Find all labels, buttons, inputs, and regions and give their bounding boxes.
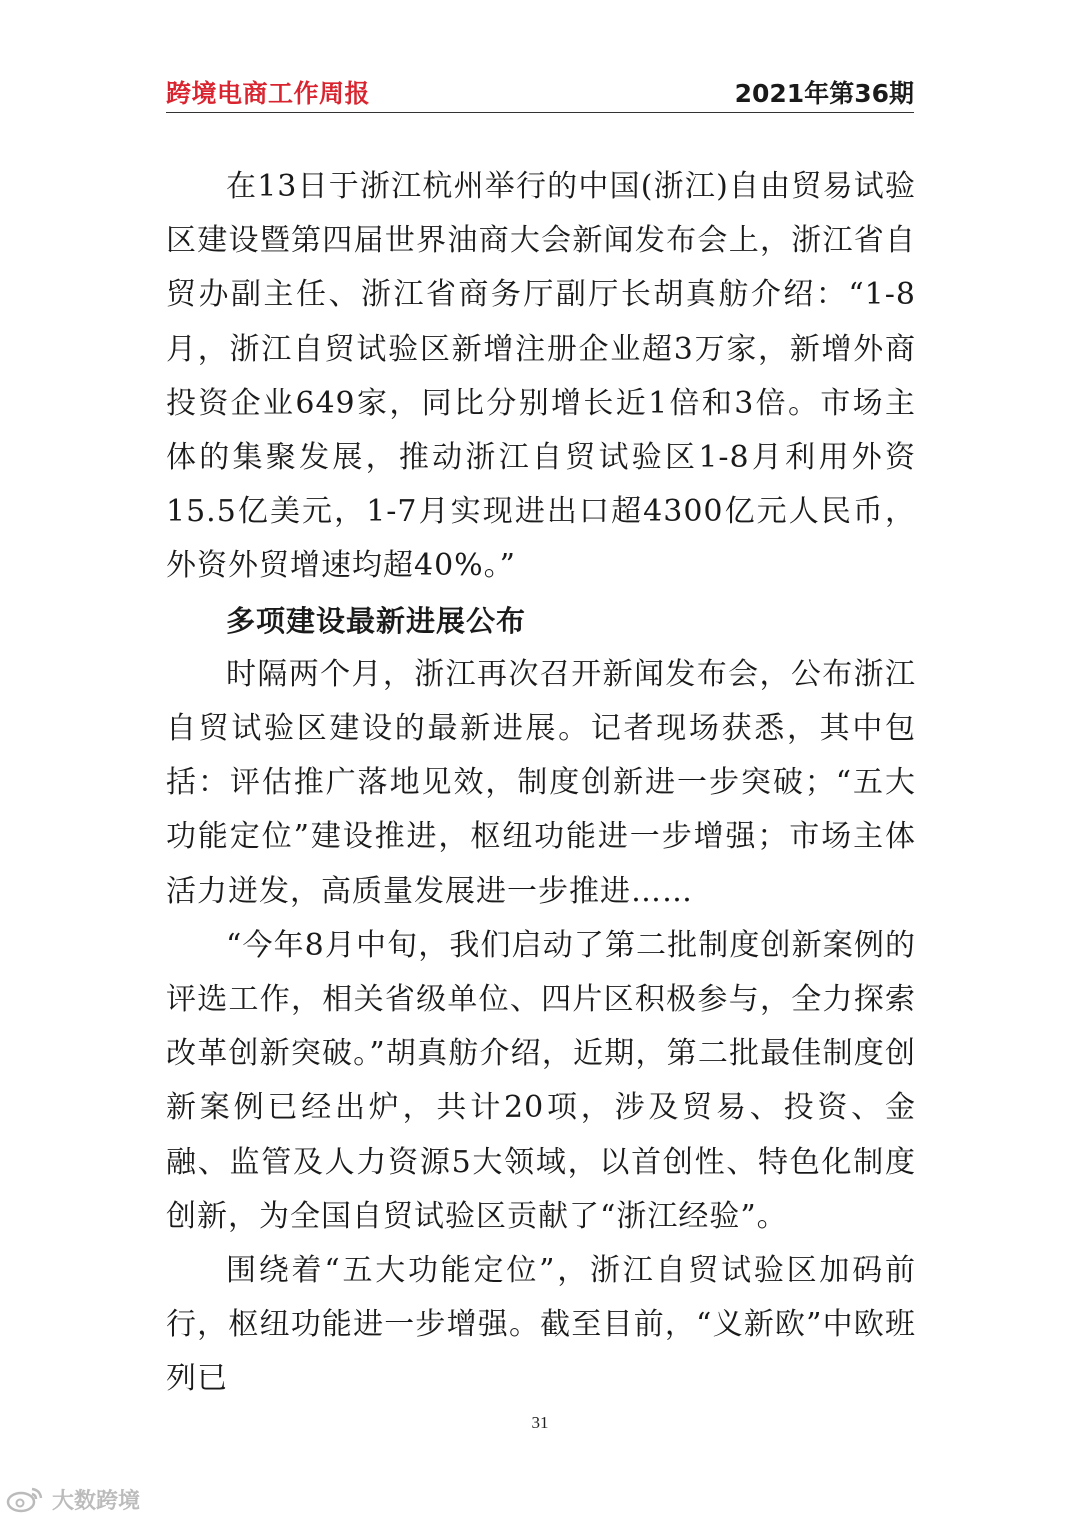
- page-header: [166, 74, 914, 114]
- section-heading: 多项建设最新进展公布: [226, 603, 527, 638]
- header-divider: [166, 112, 914, 113]
- paragraph-2: 时隔两个月，浙江再次召开新闻发布会，公布浙江自贸试验区建设的最新进展。记者现场获悉，其中包括：评估推广落地见效，制度创新进一步突破；“五大功能定位”建设推进，枢纽功能进一步增强；市场主体活力迸发，高质量发展进一步推进……: [166, 656, 916, 909]
- weibo-logo-icon: [6, 1485, 46, 1513]
- issue-number: 2021年第36期: [734, 79, 914, 108]
- watermark-text: 大数跨境: [52, 1488, 141, 1514]
- watermark: [6, 1485, 140, 1513]
- article-body: [166, 160, 916, 1407]
- publication-title: 跨境电商工作周报: [166, 79, 371, 108]
- paragraph-4: 围绕着“五大功能定位”，浙江自贸试验区加码前行，枢纽功能进一步增强。截至目前，“义新欧”中欧班列已: [166, 1253, 916, 1397]
- page-number: 31: [531, 1413, 549, 1432]
- paragraph-3: “今年8月中旬，我们启动了第二批制度创新案例的评选工作，相关省级单位、四片区积极参与，全力探索改革创新突破。”胡真舫介绍，近期，第二批最佳制度创新案例已经出炉，共计20项，涉及贸易、投资、金融、监管及人力资源5大领域，以首创性、特色化制度创新，为全国自贸试验区贡献了“浙江经验”。: [166, 927, 916, 1234]
- paragraph-1: 在13日于浙江杭州举行的中国(浙江)自由贸易试验区建设暨第四届世界油商大会新闻发布会上，浙江省自贸办副主任、浙江省商务厅副厅长胡真舫介绍：“1-8月，浙江自贸试验区新增注册企业超3万家，新增外商投资企业649家，同比分别增长近1倍和3倍。市场主体的集聚发展，推动浙江自贸试验区1-8月利用外资15.5亿美元，1-7月实现进出口超4300亿元人民币，外资外贸增速均超40%。”: [166, 169, 916, 584]
